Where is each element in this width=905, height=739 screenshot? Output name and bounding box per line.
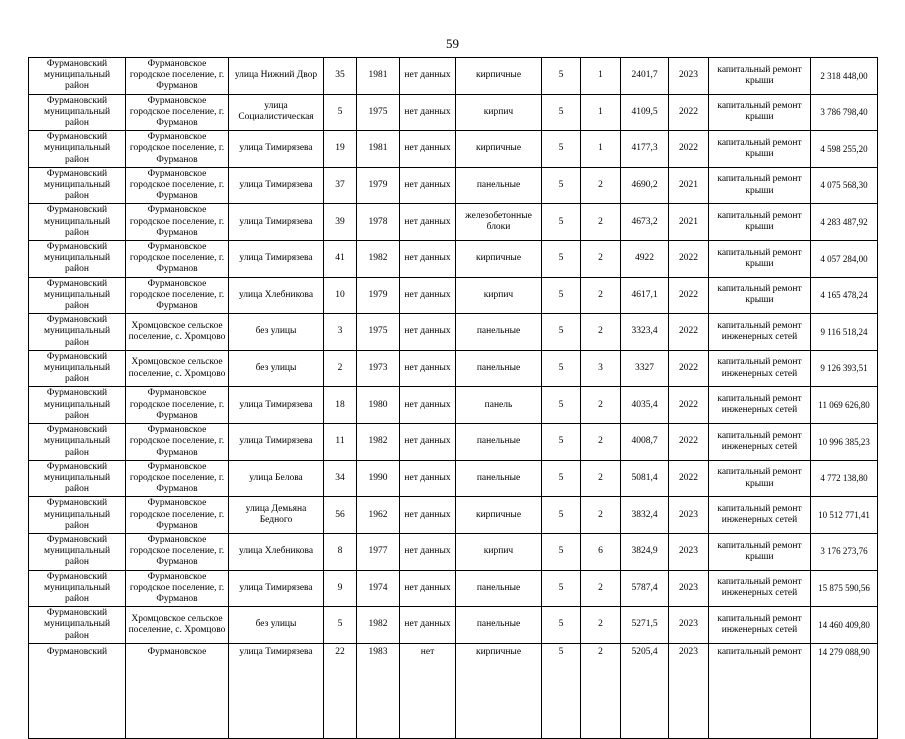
page-number: 59: [446, 36, 459, 51]
cell-work_type: капитальный ремонт крыши: [709, 460, 811, 497]
cell-series: нет данных: [400, 94, 456, 131]
cell-settlement: Фурмановское городское поселение, г. Фурманов: [126, 277, 229, 314]
cell-year_built: 1962: [357, 497, 400, 534]
cell-repair_year: 2023: [669, 533, 709, 570]
cell-house: 11: [324, 424, 357, 461]
cell-house: 37: [324, 167, 357, 204]
cell-floors: 5: [542, 241, 581, 278]
cell-street: улица Тимирязева: [229, 241, 324, 278]
cell-series: нет данных: [400, 350, 456, 387]
cell-series: нет данных: [400, 58, 456, 95]
cell-district: Фурмановский муниципальный район: [29, 460, 126, 497]
table-row: [29, 58, 878, 95]
cell-street: улица Хлебникова: [229, 533, 324, 570]
cell-settlement: Фурмановское городское поселение, г. Фурманов: [126, 167, 229, 204]
cell-settlement: Хромцовское сельское поселение, с. Хромцово: [126, 314, 229, 351]
cell-material: панельные: [456, 570, 542, 607]
cell-cost: 15 875 590,56: [811, 570, 878, 607]
cell-material: кирпичные: [456, 241, 542, 278]
cell-house: 19: [324, 131, 357, 168]
cell-material: панельные: [456, 314, 542, 351]
cell-house: 41: [324, 241, 357, 278]
table-row: [29, 607, 878, 644]
cell-cost: 2 318 448,00: [811, 58, 878, 95]
cell-street: улица Демьяна Бедного: [229, 497, 324, 534]
cell-street: без улицы: [229, 350, 324, 387]
cell-area: 2401,7: [621, 58, 669, 95]
cell-area: 4008,7: [621, 424, 669, 461]
cell-work_type: капитальный ремонт инженерных сетей: [709, 387, 811, 424]
cell-work_type: капитальный ремонт крыши: [709, 204, 811, 241]
cell-material: кирпич: [456, 277, 542, 314]
table-row: [29, 533, 878, 570]
cell-cost: 14 279 088,90: [811, 643, 878, 738]
cell-cost: 10 996 385,23: [811, 424, 878, 461]
cell-entrances: 2: [581, 314, 621, 351]
cell-series: нет данных: [400, 277, 456, 314]
cell-settlement: Фурмановское городское поселение, г. Фурманов: [126, 204, 229, 241]
table-row: [29, 131, 878, 168]
cell-material: железобетонные блоки: [456, 204, 542, 241]
cell-district: Фурмановский муниципальный район: [29, 497, 126, 534]
cell-year_built: 1982: [357, 424, 400, 461]
cell-work_type: капитальный ремонт крыши: [709, 277, 811, 314]
cell-material: кирпичные: [456, 58, 542, 95]
cell-street: улица Белова: [229, 460, 324, 497]
cell-material: кирпичные: [456, 131, 542, 168]
cell-cost: 3 786 798,40: [811, 94, 878, 131]
table-row: [29, 424, 878, 461]
table-row: [29, 350, 878, 387]
cell-cost: 14 460 409,80: [811, 607, 878, 644]
cell-material: кирпичные: [456, 643, 542, 738]
cell-year_built: 1974: [357, 570, 400, 607]
table-row: [29, 167, 878, 204]
cell-floors: 5: [542, 58, 581, 95]
cell-area: 3323,4: [621, 314, 669, 351]
cell-repair_year: 2023: [669, 643, 709, 738]
cell-entrances: 2: [581, 460, 621, 497]
cell-house: 18: [324, 387, 357, 424]
cell-settlement: Фурмановское: [126, 643, 229, 738]
cell-year_built: 1982: [357, 241, 400, 278]
cell-entrances: 1: [581, 58, 621, 95]
cell-entrances: 2: [581, 387, 621, 424]
cell-floors: 5: [542, 94, 581, 131]
cell-cost: 4 057 284,00: [811, 241, 878, 278]
cell-series: нет данных: [400, 570, 456, 607]
cell-floors: 5: [542, 204, 581, 241]
cell-house: 10: [324, 277, 357, 314]
cell-entrances: 2: [581, 167, 621, 204]
cell-entrances: 2: [581, 570, 621, 607]
cell-house: 56: [324, 497, 357, 534]
cell-cost: 9 116 518,24: [811, 314, 878, 351]
cell-series: нет данных: [400, 607, 456, 644]
cell-series: нет данных: [400, 314, 456, 351]
cell-repair_year: 2021: [669, 204, 709, 241]
cell-work_type: капитальный ремонт крыши: [709, 533, 811, 570]
cell-series: нет данных: [400, 131, 456, 168]
table-row: [29, 277, 878, 314]
cell-entrances: 2: [581, 277, 621, 314]
cell-district: Фурмановский муниципальный район: [29, 58, 126, 95]
cell-district: Фурмановский муниципальный район: [29, 204, 126, 241]
cell-cost: 3 176 273,76: [811, 533, 878, 570]
cell-cost: 4 772 138,80: [811, 460, 878, 497]
cell-settlement: Фурмановское городское поселение, г. Фурманов: [126, 58, 229, 95]
table-row: [29, 314, 878, 351]
cell-district: Фурмановский муниципальный район: [29, 277, 126, 314]
cell-district: Фурмановский муниципальный район: [29, 314, 126, 351]
cell-entrances: 2: [581, 241, 621, 278]
cell-work_type: капитальный ремонт инженерных сетей: [709, 350, 811, 387]
cell-material: панельные: [456, 607, 542, 644]
cell-work_type: капитальный ремонт инженерных сетей: [709, 314, 811, 351]
cell-material: панельные: [456, 424, 542, 461]
cell-work_type: капитальный ремонт инженерных сетей: [709, 424, 811, 461]
cell-floors: 5: [542, 607, 581, 644]
cell-area: 5081,4: [621, 460, 669, 497]
cell-entrances: 2: [581, 643, 621, 738]
cell-area: 3832,4: [621, 497, 669, 534]
cell-floors: 5: [542, 643, 581, 738]
cell-work_type: капитальный ремонт крыши: [709, 241, 811, 278]
cell-settlement: Фурмановское городское поселение, г. Фурманов: [126, 570, 229, 607]
cell-settlement: Хромцовское сельское поселение, с. Хромцово: [126, 350, 229, 387]
capital-repair-table: [28, 57, 878, 739]
cell-entrances: 2: [581, 204, 621, 241]
cell-area: 5787,4: [621, 570, 669, 607]
cell-house: 35: [324, 58, 357, 95]
cell-area: 4109,5: [621, 94, 669, 131]
cell-cost: 4 165 478,24: [811, 277, 878, 314]
cell-house: 5: [324, 607, 357, 644]
cell-repair_year: 2022: [669, 94, 709, 131]
cell-settlement: Фурмановское городское поселение, г. Фурманов: [126, 94, 229, 131]
cell-district: Фурмановский муниципальный район: [29, 387, 126, 424]
cell-entrances: 1: [581, 131, 621, 168]
cell-settlement: Фурмановское городское поселение, г. Фурманов: [126, 241, 229, 278]
cell-street: улица Тимирязева: [229, 131, 324, 168]
cell-year_built: 1980: [357, 387, 400, 424]
cell-series: нет данных: [400, 204, 456, 241]
cell-floors: 5: [542, 314, 581, 351]
cell-floors: 5: [542, 570, 581, 607]
cell-cost: 11 069 626,80: [811, 387, 878, 424]
table-row: [29, 387, 878, 424]
cell-cost: 4 598 255,20: [811, 131, 878, 168]
cell-year_built: 1978: [357, 204, 400, 241]
cell-year_built: 1979: [357, 167, 400, 204]
cell-work_type: капитальный ремонт инженерных сетей: [709, 570, 811, 607]
table-row: [29, 204, 878, 241]
cell-year_built: 1981: [357, 58, 400, 95]
cell-area: 4690,2: [621, 167, 669, 204]
cell-street: улица Тимирязева: [229, 643, 324, 738]
cell-repair_year: 2022: [669, 424, 709, 461]
cell-work_type: капитальный ремонт: [709, 643, 811, 738]
cell-repair_year: 2023: [669, 58, 709, 95]
cell-cost: 4 283 487,92: [811, 204, 878, 241]
cell-series: нет данных: [400, 241, 456, 278]
cell-settlement: Фурмановское городское поселение, г. Фурманов: [126, 533, 229, 570]
cell-year_built: 1975: [357, 94, 400, 131]
cell-work_type: капитальный ремонт инженерных сетей: [709, 607, 811, 644]
cell-area: 5205,4: [621, 643, 669, 738]
cell-floors: 5: [542, 460, 581, 497]
cell-area: 4035,4: [621, 387, 669, 424]
cell-district: Фурмановский муниципальный район: [29, 131, 126, 168]
cell-area: 5271,5: [621, 607, 669, 644]
cell-material: кирпичные: [456, 497, 542, 534]
cell-street: улица Социалистическая: [229, 94, 324, 131]
table-row: [29, 497, 878, 534]
cell-street: улица Тимирязева: [229, 387, 324, 424]
cell-district: Фурмановский муниципальный район: [29, 533, 126, 570]
cell-district: Фурмановский муниципальный район: [29, 607, 126, 644]
cell-year_built: 1990: [357, 460, 400, 497]
cell-repair_year: 2022: [669, 314, 709, 351]
cell-work_type: капитальный ремонт крыши: [709, 94, 811, 131]
cell-repair_year: 2022: [669, 460, 709, 497]
cell-street: без улицы: [229, 314, 324, 351]
cell-settlement: Фурмановское городское поселение, г. Фурманов: [126, 387, 229, 424]
cell-street: улица Хлебникова: [229, 277, 324, 314]
cell-series: нет данных: [400, 424, 456, 461]
cell-floors: 5: [542, 533, 581, 570]
cell-repair_year: 2021: [669, 167, 709, 204]
cell-floors: 5: [542, 350, 581, 387]
cell-year_built: 1973: [357, 350, 400, 387]
cell-area: 4922: [621, 241, 669, 278]
cell-work_type: капитальный ремонт крыши: [709, 167, 811, 204]
cell-material: панельные: [456, 350, 542, 387]
cell-floors: 5: [542, 387, 581, 424]
cell-area: 3327: [621, 350, 669, 387]
table-row: [29, 570, 878, 607]
cell-house: 22: [324, 643, 357, 738]
table-row: [29, 643, 878, 738]
cell-repair_year: 2023: [669, 570, 709, 607]
cell-area: 4177,3: [621, 131, 669, 168]
cell-material: панельные: [456, 167, 542, 204]
cell-area: 4673,2: [621, 204, 669, 241]
repair-table-body: [29, 58, 878, 739]
cell-entrances: 2: [581, 424, 621, 461]
cell-district: Фурмановский муниципальный район: [29, 94, 126, 131]
cell-settlement: Фурмановское городское поселение, г. Фурманов: [126, 460, 229, 497]
cell-house: 34: [324, 460, 357, 497]
cell-settlement: Хромцовское сельское поселение, с. Хромцово: [126, 607, 229, 644]
cell-year_built: 1981: [357, 131, 400, 168]
cell-settlement: Фурмановское городское поселение, г. Фурманов: [126, 424, 229, 461]
cell-work_type: капитальный ремонт инженерных сетей: [709, 497, 811, 534]
cell-series: нет данных: [400, 497, 456, 534]
cell-series: нет данных: [400, 387, 456, 424]
cell-material: панель: [456, 387, 542, 424]
cell-area: 3824,9: [621, 533, 669, 570]
cell-area: 4617,1: [621, 277, 669, 314]
cell-work_type: капитальный ремонт крыши: [709, 58, 811, 95]
cell-entrances: 3: [581, 350, 621, 387]
cell-street: улица Тимирязева: [229, 424, 324, 461]
cell-entrances: 2: [581, 497, 621, 534]
cell-year_built: 1983: [357, 643, 400, 738]
cell-house: 39: [324, 204, 357, 241]
cell-material: панельные: [456, 460, 542, 497]
cell-repair_year: 2022: [669, 350, 709, 387]
cell-repair_year: 2022: [669, 387, 709, 424]
cell-street: улица Нижний Двор: [229, 58, 324, 95]
cell-material: кирпич: [456, 533, 542, 570]
cell-year_built: 1979: [357, 277, 400, 314]
cell-district: Фурмановский муниципальный район: [29, 570, 126, 607]
cell-floors: 5: [542, 424, 581, 461]
cell-street: без улицы: [229, 607, 324, 644]
cell-series: нет данных: [400, 460, 456, 497]
cell-cost: 4 075 568,30: [811, 167, 878, 204]
cell-series: нет данных: [400, 167, 456, 204]
cell-entrances: 2: [581, 607, 621, 644]
cell-cost: 9 126 393,51: [811, 350, 878, 387]
cell-district: Фурмановский муниципальный район: [29, 350, 126, 387]
cell-settlement: Фурмановское городское поселение, г. Фурманов: [126, 131, 229, 168]
cell-entrances: 6: [581, 533, 621, 570]
cell-floors: 5: [542, 167, 581, 204]
cell-entrances: 1: [581, 94, 621, 131]
cell-district: Фурмановский: [29, 643, 126, 738]
cell-repair_year: 2022: [669, 131, 709, 168]
cell-year_built: 1975: [357, 314, 400, 351]
table-row: [29, 94, 878, 131]
cell-repair_year: 2023: [669, 607, 709, 644]
cell-material: кирпич: [456, 94, 542, 131]
cell-repair_year: 2023: [669, 497, 709, 534]
cell-year_built: 1982: [357, 607, 400, 644]
cell-district: Фурмановский муниципальный район: [29, 424, 126, 461]
cell-street: улица Тимирязева: [229, 167, 324, 204]
cell-floors: 5: [542, 131, 581, 168]
table-row: [29, 241, 878, 278]
cell-year_built: 1977: [357, 533, 400, 570]
cell-floors: 5: [542, 277, 581, 314]
cell-repair_year: 2022: [669, 277, 709, 314]
cell-house: 5: [324, 94, 357, 131]
cell-district: Фурмановский муниципальный район: [29, 241, 126, 278]
cell-house: 3: [324, 314, 357, 351]
cell-house: 2: [324, 350, 357, 387]
table-row: [29, 460, 878, 497]
cell-district: Фурмановский муниципальный район: [29, 167, 126, 204]
cell-repair_year: 2022: [669, 241, 709, 278]
cell-series: нет: [400, 643, 456, 738]
cell-house: 9: [324, 570, 357, 607]
cell-house: 8: [324, 533, 357, 570]
cell-work_type: капитальный ремонт крыши: [709, 131, 811, 168]
cell-series: нет данных: [400, 533, 456, 570]
cell-street: улица Тимирязева: [229, 204, 324, 241]
cell-floors: 5: [542, 497, 581, 534]
cell-settlement: Фурмановское городское поселение, г. Фурманов: [126, 497, 229, 534]
cell-cost: 10 512 771,41: [811, 497, 878, 534]
cell-street: улица Тимирязева: [229, 570, 324, 607]
